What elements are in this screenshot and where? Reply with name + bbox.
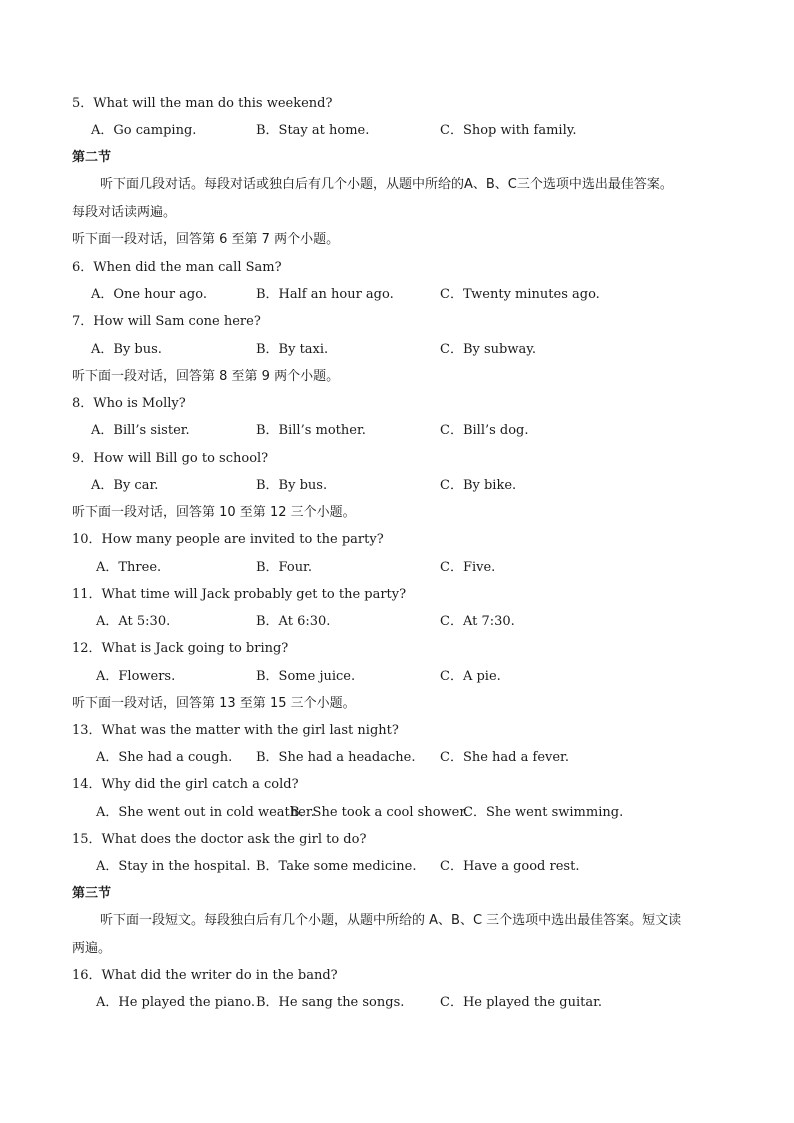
question-8-option-c: C．Bill’s dog. (440, 423, 529, 438)
question-9-option-b: B．By bus. (256, 478, 328, 493)
section-3-title: 第三节 (72, 886, 112, 901)
question-8-option-a: A．Bill’s sister. (91, 423, 190, 438)
question-11-option-b: B．At 6:30. (256, 614, 331, 629)
question-11-stem: 11．What time will Jack probably get to the party? (72, 587, 407, 602)
question-9-option-c: C．By bike. (440, 478, 517, 493)
question-7-option-a: A．By bus. (91, 342, 162, 357)
question-15-option-a: A．Stay in the hospital. (96, 859, 251, 874)
question-12-stem: 12．What is Jack going to bring? (72, 641, 289, 656)
question-16-option-c: C．He played the guitar. (440, 995, 602, 1010)
section-2-instructions-line1: 听下面几段对话。每段对话或独白后有几个小题，从题中所给的A、B、C三个选项中选出最佳答案。 (100, 177, 673, 192)
question-11-option-a: A．At 5:30. (96, 614, 171, 629)
question-5-option-c: C．Shop with family. (440, 123, 577, 138)
question-12-option-a: A．Flowers. (96, 669, 176, 684)
question-12-option-b: B．Some juice. (256, 669, 356, 684)
question-11-option-c: C．At 7:30. (440, 614, 515, 629)
question-15-stem: 15．What does the doctor ask the girl to do? (72, 832, 367, 847)
question-10-option-b: B．Four. (256, 560, 312, 575)
question-5-stem: 5．What will the man do this weekend? (72, 96, 333, 111)
question-10-stem: 10．How many people are invited to the party? (72, 532, 384, 547)
question-15-option-c: C．Have a good rest. (440, 859, 580, 874)
question-14-option-b: B．She took a cool shower. (290, 805, 469, 820)
question-7-option-c: C．By subway. (440, 342, 536, 357)
question-6-option-b: B．Half an hour ago. (256, 287, 394, 302)
question-5-option-b: B．Stay at home. (256, 123, 370, 138)
question-16-option-a: A．He played the piano. (96, 995, 256, 1010)
dialog-1-instructions: 听下面一段对话，回答第 6 至第 7 两个小题。 (72, 232, 340, 247)
question-13-stem: 13．What was the matter with the girl last night? (72, 723, 399, 738)
question-16-stem: 16．What did the writer do in the band? (72, 968, 338, 983)
question-10-option-c: C．Five. (440, 560, 496, 575)
dialog-2-instructions: 听下面一段对话，回答第 8 至第 9 两个小题。 (72, 369, 340, 384)
section-2-instructions-line2: 每段对话读两遍。 (72, 205, 177, 220)
question-9-stem: 9．How will Bill go to school? (72, 451, 269, 466)
dialog-4-instructions: 听下面一段对话，回答第 13 至第 15 三个小题。 (72, 696, 356, 711)
question-14-option-a: A．She went out in cold weather. (96, 805, 315, 820)
section-2-title: 第二节 (72, 150, 112, 165)
question-15-option-b: B．Take some medicine. (256, 859, 417, 874)
question-13-option-a: A．She had a cough. (96, 750, 233, 765)
question-13-option-b: B．She had a headache. (256, 750, 416, 765)
question-10-option-a: A．Three. (96, 560, 162, 575)
question-6-option-a: A．One hour ago. (91, 287, 207, 302)
question-5-option-a: A．Go camping. (91, 123, 197, 138)
question-14-option-c: C．She went swimming. (463, 805, 624, 820)
question-14-stem: 14．Why did the girl catch a cold? (72, 777, 299, 792)
section-3-instructions-line1: 听下面一段短文。每段独白后有几个小题，从题中所给的 A、B、C 三个选项中选出最佳答案。短文读 (100, 913, 682, 928)
question-8-option-b: B．Bill’s mother. (256, 423, 366, 438)
question-6-stem: 6．When did the man call Sam? (72, 260, 282, 275)
question-8-stem: 8．Who is Molly? (72, 396, 186, 411)
question-7-option-b: B．By taxi. (256, 342, 329, 357)
question-7-stem: 7．How will Sam cone here? (72, 314, 261, 329)
question-9-option-a: A．By car. (91, 478, 159, 493)
question-12-option-c: C．A pie. (440, 669, 501, 684)
dialog-3-instructions: 听下面一段对话，回答第 10 至第 12 三个小题。 (72, 505, 356, 520)
question-13-option-c: C．She had a fever. (440, 750, 569, 765)
question-6-option-c: C．Twenty minutes ago. (440, 287, 600, 302)
question-16-option-b: B．He sang the songs. (256, 995, 405, 1010)
section-3-instructions-line2: 两遍。 (72, 941, 112, 956)
